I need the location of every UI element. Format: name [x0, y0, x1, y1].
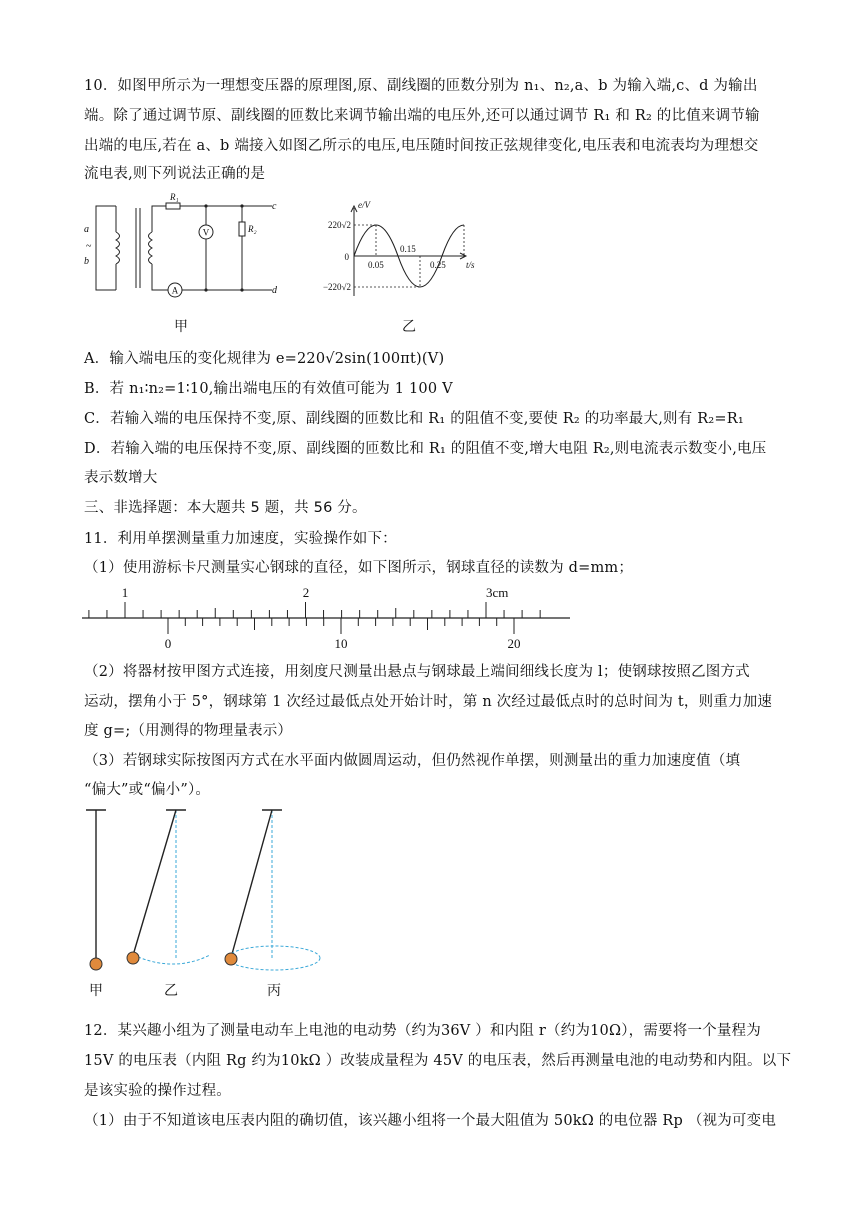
voltmeter-symbol [199, 225, 213, 239]
q10-line-2: 端。除了通过调节原、副线圈的匝数比来调节输出端的电压外,还可以通过调节 R₁ 和 R₂ 的比值来调节输 [84, 108, 760, 124]
q11-title: 11．利用单摆测量重力加速度，实验操作如下： [84, 531, 397, 547]
main-scale-1: 1 [121, 585, 129, 600]
svg-text:V: V [202, 227, 210, 238]
vernier-0: 0 [164, 636, 172, 651]
tick-t1: 0.05 [368, 260, 384, 270]
main-scale-2: 2 [302, 585, 310, 600]
section-heading: 三、非选择题：本大题共 5 题，共 56 分。 [84, 500, 367, 516]
ammeter-symbol [168, 283, 182, 297]
pendulum-ball-bing [225, 953, 237, 965]
origin-label: 0 [344, 252, 349, 262]
q10-line-3: 出端的电压,若在 a、b 端接入如图乙所示的电压,电压随时间按正弦规律变化,电压表和电流表均为理想交 [84, 138, 759, 154]
tick-t3: 0.25 [430, 260, 446, 270]
q10-line-1: 10．如图甲所示为一理想变压器的原理图,原、副线圈的匝数分别为 n₁、n₂,a、b 为输入端,c、d 为输出 [84, 78, 758, 94]
vernier-20: 20 [507, 636, 521, 651]
q11-part3-line-1: （3）若钢球实际按图丙方式在水平面内做圆周运动，但仍然视作单摆，则测量出的重力加速度值（填 [84, 753, 741, 769]
q11-part2-line-2: 运动，摆角小于 5°，钢球第 1 次经过最低点处开始计时，第 n 次经过最低点时的总时间为 t，则重力加速 [84, 694, 773, 710]
pendulum-caption-bing: 丙 [267, 983, 281, 999]
option-c: C．若输入端的电压保持不变,原、副线圈的匝数比和 R₁ 的阻值不变,要使 R₂ 的功率最大,则有 R₂=R₁ [84, 411, 744, 427]
main-scale-3cm: 3cm [486, 585, 509, 600]
terminal-b: b [84, 256, 89, 267]
option-b: B．若 n₁∶n₂=1∶10,输出端电压的有效值可能为 1 100 V [84, 381, 453, 397]
pendulum-caption-yi: 乙 [164, 983, 178, 999]
terminal-d: d [272, 285, 277, 296]
q11-part2-line-1: （2）将器材按甲图方式连接，用刻度尺测量出悬点与钢球最上端间细线长度为 l；使钢球按照乙图方式 [84, 664, 750, 680]
voltage-time-graph [318, 196, 478, 306]
vernier-caliper-scale [82, 584, 572, 652]
pendulum-ball-jia [90, 958, 102, 970]
ac-symbol: ~ [86, 241, 92, 252]
r1-label: R₁ [170, 192, 179, 202]
terminal-a: a [84, 224, 89, 235]
q12-line-1: 12．某兴趣小组为了测量电动车上电池的电动势（约为36V ）和内阻 r（约为10Ω），需要将一个量程为 [84, 1023, 761, 1039]
y-max-label: 220√2 [328, 220, 351, 230]
terminal-c: c [272, 201, 277, 212]
pendulum-caption-jia: 甲 [89, 983, 103, 999]
q10-line-4: 流电表,则下列说法正确的是 [84, 166, 266, 182]
y-min-label: −220√2 [322, 282, 351, 292]
q12-line-4: （1）由于不知道该电压表内阻的确切值，该兴趣小组将一个最大阻值为 50kΩ 的电位器 Rp （视为可变电 [84, 1113, 777, 1129]
pendulum-ball-yi [127, 952, 139, 964]
q11-part2-line-3: 度 g=;（用测得的物理量表示） [84, 723, 293, 739]
q12-line-3: 是该实验的操作过程。 [84, 1083, 231, 1099]
svg-text:A: A [171, 285, 179, 296]
figure-caption-yi: 乙 [402, 319, 416, 335]
r2-label: R₂ [248, 224, 257, 234]
tick-t2: 0.15 [400, 244, 416, 254]
option-d-line-2: 表示数增大 [84, 470, 158, 486]
option-a: A．输入端电压的变化规律为 e=220√2sin(100πt)(V) [84, 351, 445, 367]
option-d-line-1: D．若输入端的电压保持不变,原、副线圈的匝数比和 R₁ 的阻值不变,增大电阻 R₂,则电流表示数变小,电压 [84, 441, 767, 457]
q11-part1: （1）使用游标卡尺测量实心钢球的直径，如下图所示，钢球直径的读数为 d=mm； [84, 560, 634, 576]
q12-line-2: 15V 的电压表（内阻 Rg 约为10kΩ ）改装成量程为 45V 的电压表，然后再测量电池的电动势和内阻。以下 [84, 1053, 792, 1069]
vernier-10: 10 [334, 636, 348, 651]
y-axis-unit: e/V [358, 200, 370, 210]
q11-part3-line-2: “偏大”或“偏小”）。 [84, 782, 211, 798]
figure-caption-jia: 甲 [174, 319, 188, 335]
pendulum-figures [80, 802, 340, 1002]
x-axis-unit: t/s [466, 260, 475, 270]
transformer-circuit-diagram [82, 192, 282, 302]
